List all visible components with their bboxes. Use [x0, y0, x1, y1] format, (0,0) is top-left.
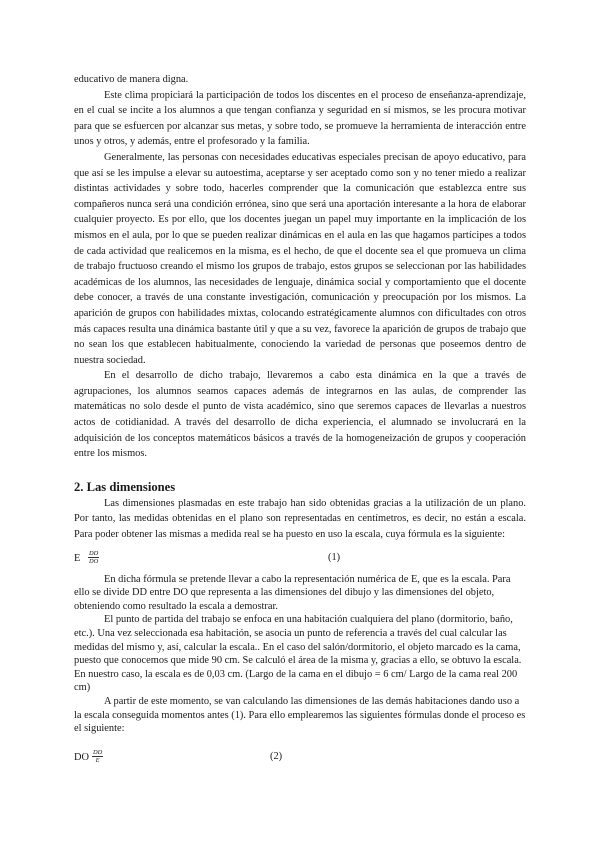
formula-fraction — [88, 550, 99, 566]
formula-fraction — [92, 749, 103, 765]
formula-number: (1) — [328, 551, 341, 563]
formula-number: (2) — [270, 750, 283, 762]
paragraph: En dicha fórmula se pretende llevar a cabo la representación numérica de E, que es la escala. Para ello se divide DD entre DO que representa a las dimensiones del dibujo y las dimensiones del objeto, obteniendo como resultado la escala a demostrar. — [74, 573, 511, 612]
paragraph: Las dimensiones plasmadas en este trabajo han sido obtenidas gracias a la utilización de un plano. Por tanto, las medidas obtenidas en el plano son representadas en centímetros, es decir, no están a escala. Para poder obtener las mismas a medida real se ha puesto en uso la escala, cuya fórmula es la siguiente: — [74, 497, 526, 541]
fraction-numerator: DD — [89, 549, 99, 557]
paragraph: El punto de partida del trabajo se enfoca en una habitación cualquiera del plano (dormitorio, baño, etc.). Una vez seleccionada esa habitación, se asocia un punto de referencia a través del cual calcular las medidas del mismo y, así, calcular la escala.. En el caso del salón/dormitorio, el objeto marcado es la cama, puesto que conocemos que mide 90 cm. Se calculó el área de la misma y, gracias a ello, se obtuvo la escala. En nuestro caso, la escala es de 0,03 cm. (Largo de la cama en el dibujo = 6 cm/ Largo de la cama real 200 cm) — [74, 614, 522, 694]
formula-lhs: DO — [74, 751, 90, 763]
document-page — [74, 72, 526, 772]
fraction-denominator: DO — [89, 558, 99, 566]
formula-object-dimension — [74, 746, 526, 772]
paragraph: A partir de este momento, se van calculando las dimensiones de las demás habitaciones dando uso a la escala conseguida momentos antes (1). Para ello emplearemos las siguientes fórmulas donde el proceso es el siguiente: — [74, 695, 526, 735]
fraction-numerator: DD — [93, 748, 103, 756]
fraction-denominator: E — [95, 757, 100, 765]
paragraph: En el desarrollo de dicho trabajo, llevaremos a cabo esta dinámica en la que a través de agrupaciones, los alumnos seamos capaces además de integrarnos en las aulas, de comprender las matemáticas no solo desde el punto de vista académico, sino que seremos capaces de llevarlas a nuestros actos de cotidianidad. A través del desarrollo de dicha experiencia, el alumnado se involucrará en la adquisición de los conceptos matemáticos básicos a través de la homogeneización de grupos y cooperación entre los mismos. — [74, 370, 526, 460]
paragraph: Este clima propiciará la participación de todos los discentes en el proceso de enseñanza-aprendizaje, en el cual se incite a los alumnos a que tengan confianza y seguridad en sí mismos, se les procura motivar para que se esfuercen por alcanzar sus metas, y sobre todo, se promueve la herramienta de interacción entre unos y otros, y además, entre el profesorado y la familia. — [74, 89, 526, 148]
paragraph: Generalmente, las personas con necesidades educativas especiales precisan de apoyo educativo, para que así se les impulse a elevar su autoestima, aceptarse y ser aceptado como son y no tener miedo a realizar distintas actividades y sobre todo, hacerles comprender que la comunicación que establezca entre sus compañeros nunca será una condición errónea, sino que será una aportación interesante a la hora de elaborar cualquier proyecto. Es por ello, que los docentes juegan un papel muy importante en la implicación de los mismos en el aula, por lo que se pueden realizar dinámicas en el aula en las que hagamos partícipes a todos de cada actividad que realicemos en la misma, es el hecho, de que el docente sea el que promueva un clima de trabajo fructuoso creando el mismo los grupos de trabajo, estos grupos se seleccionan por las habilidades académicas de los alumnos, las necesidades de lenguaje, dinámica social y comportamiento que el docente debe conocer, a través de una constante investigación, comunicación y preocupación por los mismos. La aparición de grupos con habilidades mixtas, colocando estratégicamente alumnos con dificultades con otros más capaces resulta una dinámica bastante útil y que a su vez, favorece la aparición de grupos de trabajo que no sean los que establecen habitualmente, conociendo la variedad de personas que poseemos dentro de nuestra sociedad. — [74, 151, 526, 366]
paragraph: educativo de manera digna. — [74, 74, 189, 85]
section-heading: 2. Las dimensiones — [74, 479, 176, 494]
formula-lhs: E — [74, 552, 81, 564]
formula-scale — [74, 547, 526, 573]
